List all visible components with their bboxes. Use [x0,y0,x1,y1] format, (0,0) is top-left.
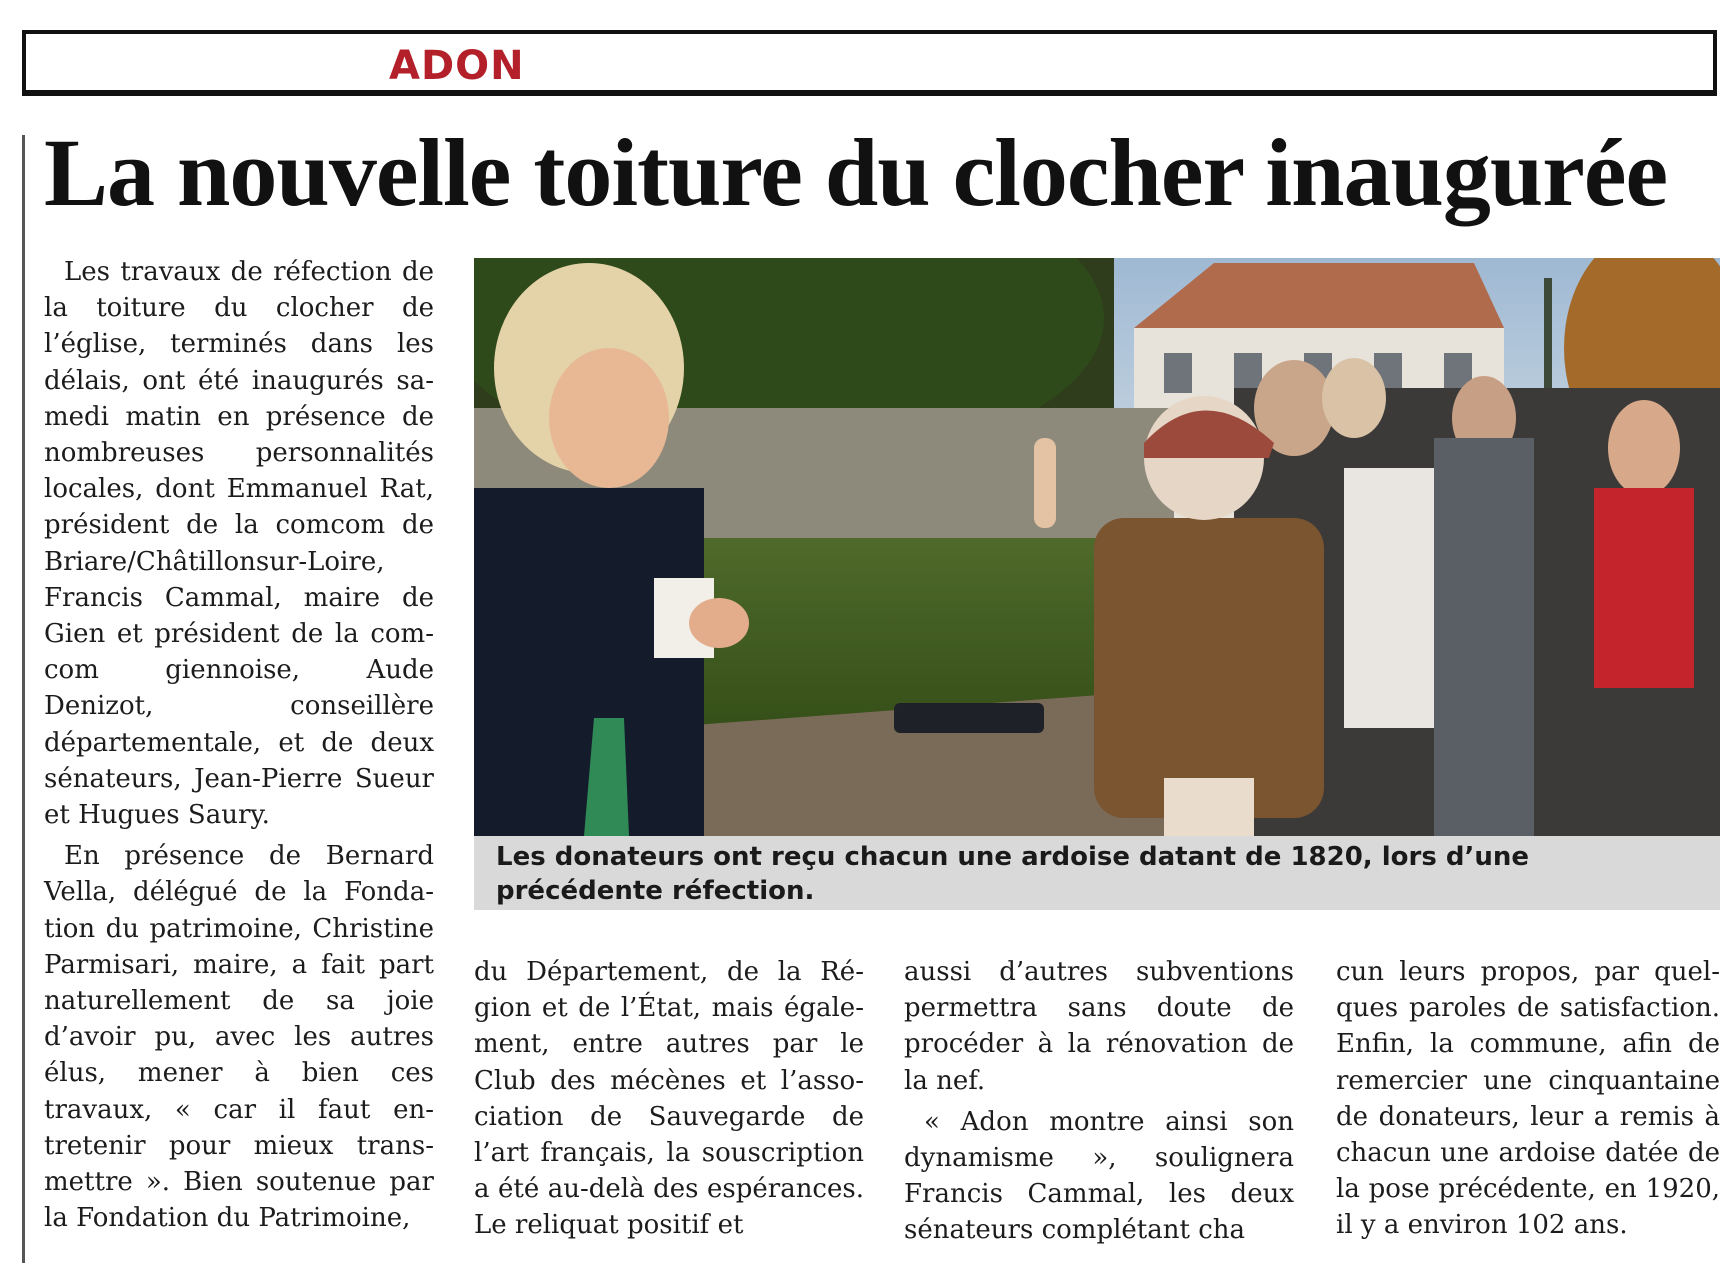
paragraph-3: « Adon montre ainsi son dynamisme », soulignera Francis Cammal, les deux sénateurs complétant cha [904,1106,1294,1246]
paragraph-3-continued: cun leurs propos, par quelques paroles de satisfaction. Enfin, la commune, afin de remercier une cinquantaine de donateurs, leur a remis à chacun une ardoise datée de la pose précédente, en 1920, il y a environ 102 ans. [1336,957,1720,1241]
paragraph-2: En présence de Bernard Vella, délégué de la Fondation du patrimoine, Christine Parmisari, maire, a fait part naturellement de sa joie d’avoir pu, avec les autres élus, mener à bien ces travaux, « car il faut entretenir pour mieux transmettre ». Bien soutenue par la Fondation du Patrimoine, [44,841,434,1234]
paragraph-2-continued: du Département, de la Région et de l’État, mais également, entre autres par le Club des mécènes et l’association de Sauvegarde de l’art français, la souscription a été au-delà des espérances. Le reliquat positif et [474,957,864,1241]
article-column-2 [474,954,864,1244]
column-rule [22,135,25,1263]
paragraph-2-end: aussi d’autres subventions permettra sans doute de procéder à la rénovation de la nef. [904,957,1294,1096]
section-header [22,30,1717,96]
section-name: ADON [389,43,525,89]
paragraph-1: Les travaux de réfection de la toiture du clocher de l’église, terminés dans les délais, ont été inaugurés samedi matin en présence de nombreuses personnalités locales, dont Emmanuel Rat, président de la comcom de Briare/Châtillonsur-Loire, Francis Cammal, maire de Gien et président de la com-com giennoise, Aude Denizot, conseillère départementale, et de deux sénateurs, Jean-Pierre Sueur et Hugues Saury. [44,257,434,831]
headline: La nouvelle toiture du clocher inaugurée [44,119,1668,226]
article-column-3 [904,954,1294,1249]
article-column-1 [44,254,434,1236]
article-column-4 [1336,954,1720,1244]
photo-caption: Les donateurs ont reçu chacun une ardoise datant de 1820, lors d’une précédente réfection. [474,836,1720,910]
article-photo [474,258,1720,836]
